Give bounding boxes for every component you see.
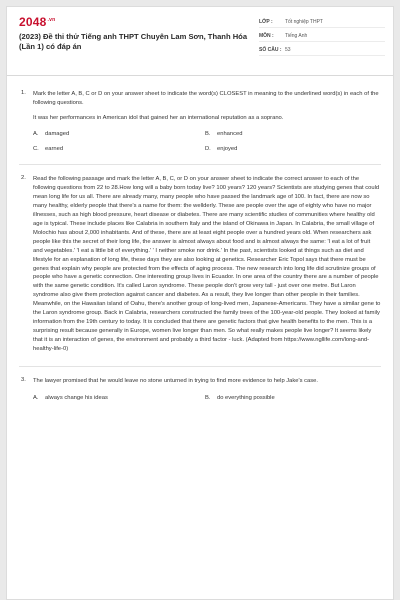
option-d[interactable]: [205, 146, 377, 152]
question-number: 2.: [21, 175, 26, 181]
question-separator: [19, 366, 381, 367]
option-letter: B.: [205, 131, 211, 137]
option-a[interactable]: [33, 395, 205, 401]
option-letter: A.: [33, 131, 39, 137]
option-text: always change his ideas: [45, 395, 108, 402]
document-page: [6, 6, 394, 600]
document-title: (2023) Đề thi thử Tiếng anh THPT Chuyên Lam Sơn, Thanh Hóa (Lần 1) có đáp án: [19, 32, 248, 51]
exam-meta: [259, 16, 385, 58]
option-letter: B.: [205, 395, 211, 402]
question-instruction: The lawyer promised that he would leave no stone unturned in trying to find more evidence to help Jake's case.: [33, 378, 318, 385]
question-1: [7, 90, 393, 152]
meta-value: 53: [285, 46, 291, 53]
meta-value: Tốt nghiệp THPT: [285, 18, 323, 25]
reading-passage: Read the following passage and mark the letter A, B, C, or D on your answer sheet to indicate the correct answer to each of the following questions from 22 to 28.How long will a baby born today live? 100 years? 120 years? Scientists are studying genes that could mean long life for us all. There are already many, many people who have passed the landmark age of 100. In fact, there are now so many healthy, elderly people that there's a name for them: the wellderly. These are people over the age of eighty who have no major illnesses, such as high blood pressure, heart disease or diabetes. There are many scientific studies of communities where healthy old age is typical. These include places like Calabria in southern Italy and the island of Okinawa in Japan. In Calabria, the small village of Molochio has about 2,000 inhabitants. And of these, there are at least eight people over a hundred years old. When researchers ask people like this the secret of their long life, the answer is almost always about food and is almost always the same: 'I eat a lot of fruit and vegetables.' 'I eat a little bit of everything.' ' I neither smoke nor drink.' In the past, scientists looked at things such as diet and lifestyle for an explanation of long life, these days they are also looking at genetics. Researcher Eric Topol says that there must be genes that explain why people are protected from the effects of aging process. The new research into long life did scrutinize groups of people who have a genetic connection. One interesting group lives in Ecuador. In one area of the country there are a number of people with the same genetic condition. It's called Laron syndrome. These people don't grow very tall - just over one metre. But Laron syndrome also give them protection against cancer and diabetes. As a result, they live longer than other people in their families. Meanwhile, on the Hawaiian island of Oahu, there's another group of long-lived men, Japanese-Americans. They have a similar gene to the Laron syndrome group. Back in Calabria, researchers constructed the family trees of the 100-year-old people. They looked at family information from the 19th century to today. It is concluded that there are genetic factors that give health benefits to the men. This is a surprising result because generally in Europe, women live longer than men. So what really makes people live longer? It seems likely that it is an interaction of genes, the environment and probably a third factor - luck. (Adapted from https://www.ngllife.com/long-and-healthy-life-0): [33, 176, 381, 353]
answer-options: [33, 395, 381, 401]
question-separator: [19, 164, 381, 165]
option-c[interactable]: [33, 146, 205, 152]
question-3: [7, 377, 393, 401]
option-text: do everything possible: [217, 395, 275, 402]
option-text: enhanced: [217, 131, 243, 137]
meta-label: MÔN :: [259, 32, 274, 39]
option-b[interactable]: [205, 131, 377, 137]
question-context: It was her performances in American idol that gained her an international reputation as a soprano.: [33, 115, 284, 121]
meta-label: SỐ CÂU :: [259, 46, 282, 53]
question-number: 3.: [21, 377, 26, 384]
meta-label: LỚP :: [259, 18, 273, 25]
question-2: [7, 175, 393, 354]
question-instruction: Mark the letter A, B, C or D on your answer sheet to indicate the word(s) CLOSEST in meaning to the underlined word(s) in each of the following questions.: [33, 91, 379, 106]
answer-options: [33, 131, 381, 152]
meta-row-count: [259, 44, 385, 56]
option-b[interactable]: [205, 395, 377, 401]
question-number: 1.: [21, 90, 26, 96]
header-divider: [7, 75, 393, 76]
meta-value: Tiếng Anh: [285, 32, 308, 39]
logo-text: 2048: [19, 15, 47, 29]
option-text: damaged: [45, 131, 70, 137]
logo-suffix: .vn: [47, 17, 56, 23]
option-a[interactable]: [33, 131, 205, 137]
option-text: earned: [45, 146, 64, 152]
meta-row-class: [259, 16, 385, 28]
meta-row-subject: [259, 30, 385, 42]
option-letter: C.: [33, 146, 39, 152]
option-letter: D.: [205, 146, 211, 152]
option-text: enjoyed: [217, 146, 238, 152]
option-letter: A.: [33, 395, 39, 402]
document-header: [7, 7, 393, 71]
